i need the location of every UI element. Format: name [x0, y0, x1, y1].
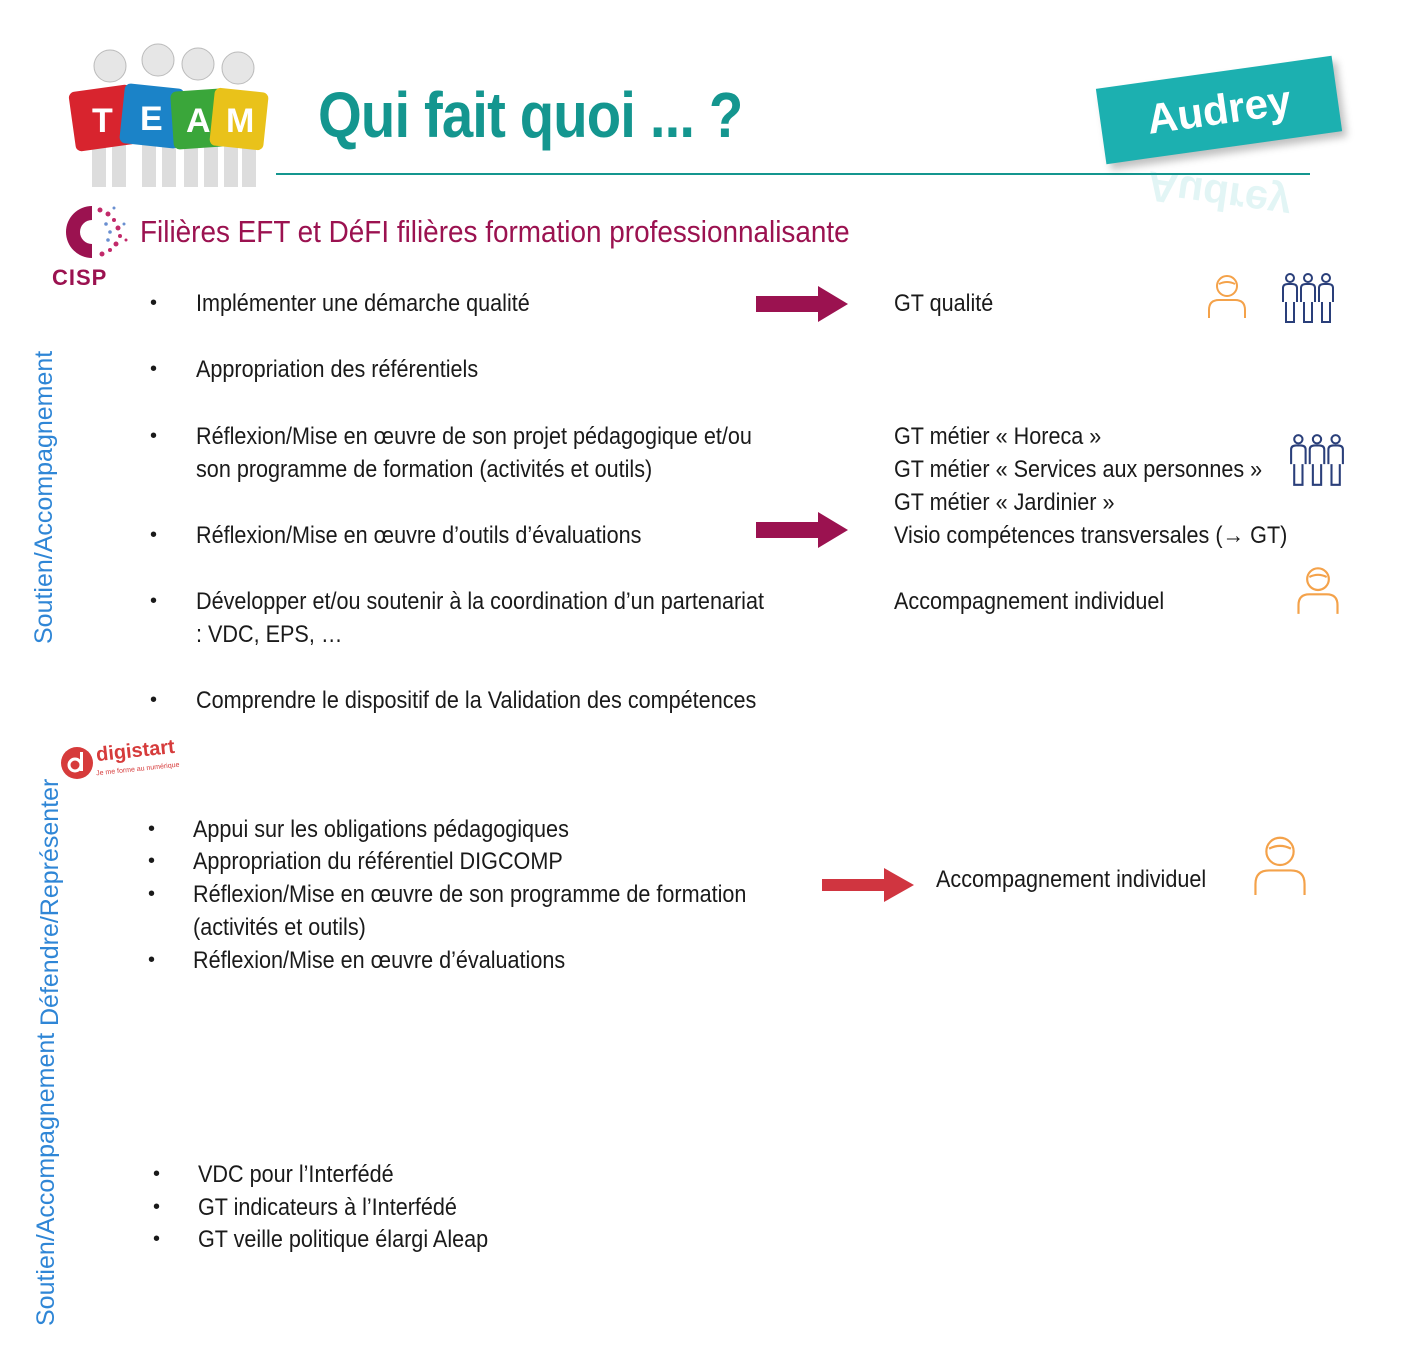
- bullet-dot: •: [150, 292, 158, 314]
- digistart-logo: [60, 735, 210, 786]
- digistart-item-programme-line1: Réflexion/Mise en œuvre de son programme de formation: [193, 881, 747, 908]
- group-icon: [1280, 272, 1336, 326]
- name-tag-reflection: Audrey: [1144, 162, 1294, 229]
- name-tag-label: Audrey: [1144, 76, 1294, 143]
- person-icon: [1250, 832, 1310, 898]
- bullet-dot: •: [150, 590, 158, 612]
- person-icon: [1294, 564, 1342, 616]
- digistart-logo-tagline: Je me forme au numérique: [95, 761, 180, 778]
- arrow-right-icon: [756, 512, 848, 548]
- page-title: Qui fait quoi ... ?: [318, 79, 743, 151]
- bullet-dot: •: [148, 850, 156, 872]
- team-logo-image: [62, 40, 272, 190]
- cisp-item-quality: Implémenter une démarche qualité: [196, 290, 530, 317]
- side-label-digistart: Défendre/Représenter: [36, 778, 64, 1026]
- bullet-dot: •: [148, 949, 156, 971]
- gt-quality-label: GT qualité: [894, 290, 994, 317]
- arrow-right-icon: [756, 286, 848, 322]
- other-item-veille: GT veille politique élargi Aleap: [198, 1226, 489, 1253]
- visio-competences: Visio compétences transversales (→ GT): [894, 522, 1288, 549]
- bullet-dot: •: [148, 818, 156, 840]
- digistart-logo-mark: [60, 746, 94, 780]
- bullet-dot: •: [148, 883, 156, 905]
- gt-metier-services: GT métier « Services aux personnes »: [894, 456, 1263, 483]
- cisp-item-projet-line2: son programme de formation (activités et outils): [196, 456, 653, 483]
- bullet-dot: •: [153, 1228, 161, 1250]
- side-label-cisp: Soutien/Accompagnement: [30, 350, 58, 644]
- bullet-dot: •: [150, 358, 158, 380]
- gt-metier-horeca: GT métier « Horeca »: [894, 423, 1102, 450]
- cisp-item-referentiels: Appropriation des référentiels: [196, 356, 479, 383]
- cisp-individual-support: Accompagnement individuel: [894, 588, 1165, 615]
- group-icon: [1288, 432, 1346, 490]
- digistart-logo-text: digistart: [95, 735, 176, 767]
- cisp-item-projet-line1: Réflexion/Mise en œuvre de son projet pédagogique et/ou: [196, 423, 752, 450]
- other-item-vdc: VDC pour l’Interfédé: [198, 1161, 394, 1188]
- bullet-dot: •: [153, 1196, 161, 1218]
- bullet-dot: •: [150, 524, 158, 546]
- other-item-indicateurs: GT indicateurs à l’Interfédé: [198, 1194, 457, 1221]
- cisp-logo-text: CISP: [52, 265, 108, 290]
- bullet-dot: •: [150, 689, 158, 711]
- team-letter-m: M: [226, 102, 255, 140]
- digistart-item-evaluations: Réflexion/Mise en œuvre d’évaluations: [193, 947, 566, 974]
- name-tag: [1096, 56, 1342, 164]
- digistart-individual-support: Accompagnement individuel: [936, 866, 1207, 893]
- digistart-item-obligations: Appui sur les obligations pédagogiques: [193, 816, 569, 843]
- cisp-item-partenariat-line1: Développer et/ou soutenir à la coordination d’un partenariat: [196, 588, 764, 615]
- cisp-item-partenariat-line2: : VDC, EPS, …: [196, 621, 343, 648]
- bullet-dot: •: [153, 1163, 161, 1185]
- cisp-section-title: Filières EFT et DéFI filières formation professionnalisante: [140, 214, 850, 249]
- digistart-item-digcomp: Appropriation du référentiel DIGCOMP: [193, 848, 563, 875]
- cisp-logo-mark: [52, 200, 132, 262]
- side-label-other: Soutien/Accompagnement: [32, 1032, 60, 1326]
- arrow-right-icon: [822, 868, 914, 902]
- team-letter-a: A: [186, 102, 211, 140]
- team-letter-e: E: [140, 100, 163, 138]
- cisp-logo: [52, 200, 132, 288]
- person-icon: [1205, 272, 1249, 320]
- team-letter-t: T: [92, 102, 113, 140]
- bullet-dot: •: [150, 425, 158, 447]
- cisp-item-validation: Comprendre le dispositif de la Validation des compétences: [196, 687, 757, 714]
- gt-metier-jardinier: GT métier « Jardinier »: [894, 489, 1115, 516]
- cisp-item-evaluations: Réflexion/Mise en œuvre d’outils d’évaluations: [196, 522, 642, 549]
- digistart-item-programme-line2: (activités et outils): [193, 914, 366, 941]
